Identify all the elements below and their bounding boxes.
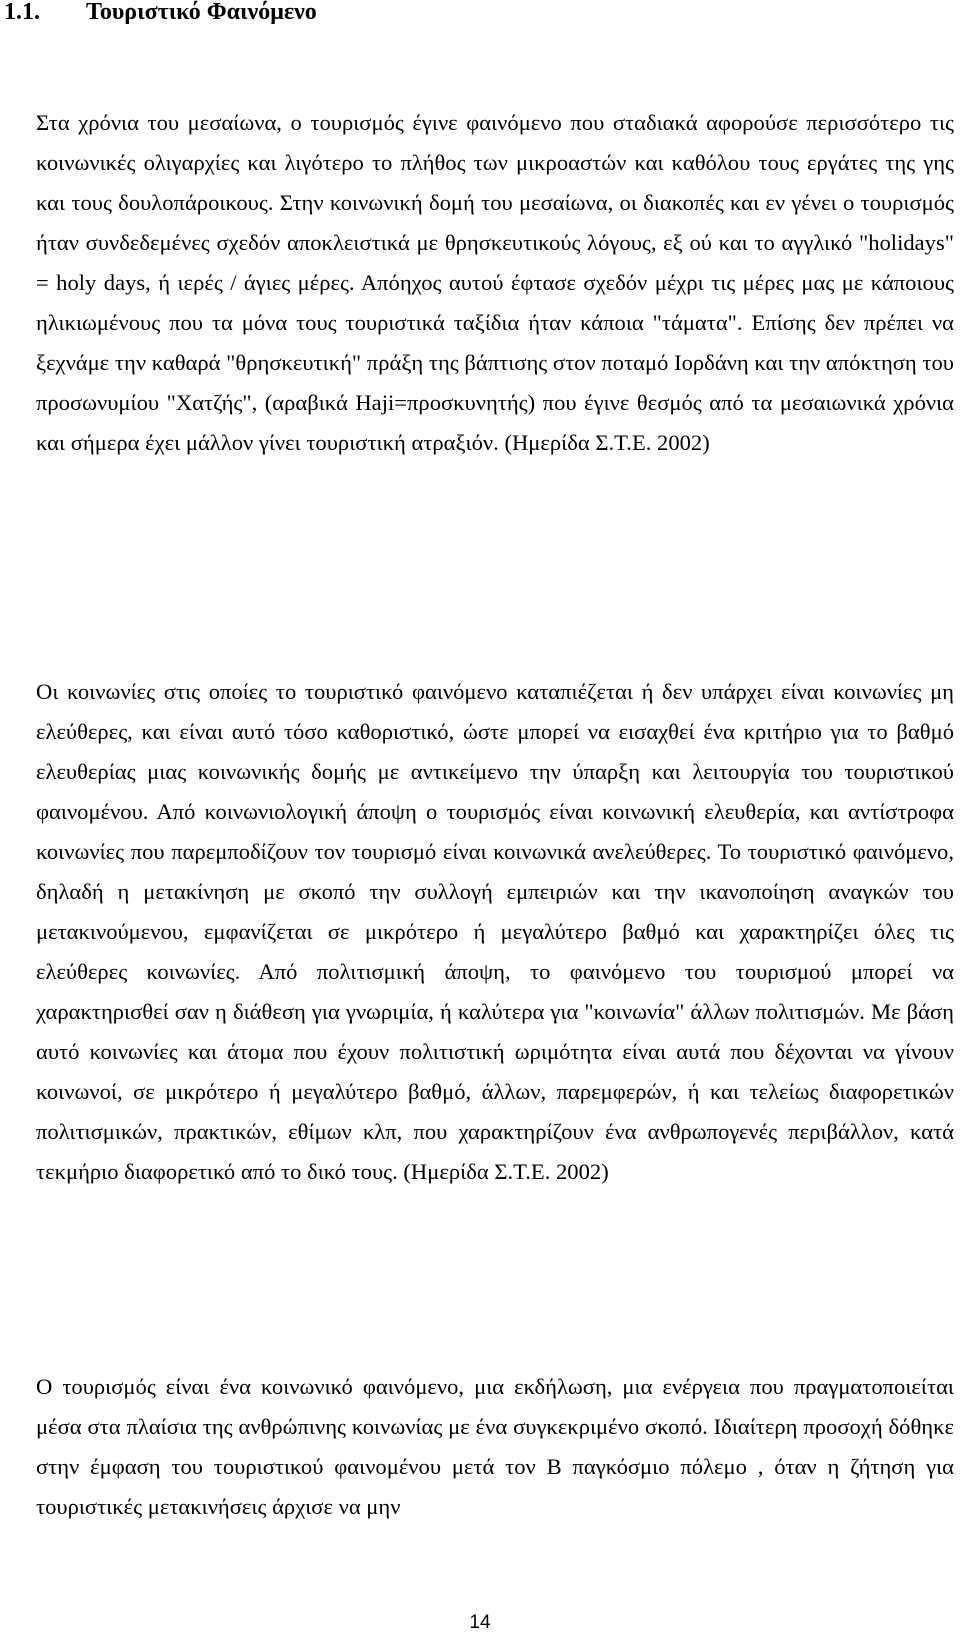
paragraph-medieval-tourism: Στα χρόνια του μεσαίωνα, ο τουρισμός έγινε φαινόμενο που σταδιακά αφορούσε περισσότερο τις κοινωνικές ολιγαρχίες και λιγότερο το πλήθος των μικροαστών και καθόλου τους εργάτες της γης και τους δουλοπάροικους. Στην κοινωνική δομή του μεσαίωνα, οι διακοπές και εν γένει ο τουρισμός ήταν συνδεδεμένες σχεδόν αποκλειστικά με θρησκευτικούς λόγους, εξ ού και το αγγλικό "holidays" = holy days, ή ιερές / άγιες μέρες. Απόηχος αυτού έφτασε σχεδόν μέχρι τις μέρες μας με κάποιους ηλικιωμένους που τα μόνα τους τουριστικά ταξίδια ήταν κάποια "τάματα". Επίσης δεν πρέπει να ξεχνάμε την καθαρά "θρησκευτική" πράξη της βάπτισης στον ποταμό Ιορδάνη και την απόκτηση του προσωνυμίου "Χατζής", (αραβικά Haji=προσκυνητής) που έγινε θεσμός από τα μεσαιωνικά χρόνια και σήμερα έχει μάλλον γίνει τουριστική ατραξιόν. (Ημερίδα Σ.Τ.Ε. 2002) <box>36 110 954 455</box>
section-heading <box>4 0 317 26</box>
paragraph-tourism-freedom: Οι κοινωνίες στις οποίες το τουριστικό φαινόμενο καταπιέζεται ή δεν υπάρχει είναι κοινωνίες μη ελεύθερες, και είναι αυτό τόσο καθοριστικό, ώστε μπορεί να εισαχθεί ένα κριτήριο για το βαθμό ελευθερίας μιας κοινωνικής δομής με αντικείμενο την ύπαρξη και λειτουργία του τουριστικού φαινομένου. Από κοινωνιολογική άποψη ο τουρισμός είναι κοινωνική ελευθερία, και αντίστροφα κοινωνίες που παρεμποδίζουν τον τουρισμό είναι κοινωνικά ανελεύθερες. Το τουριστικό φαινόμενο, δηλαδή η μετακίνηση με σκοπό την συλλογή εμπειριών και την ικανοποίηση αναγκών του μετακινούμενου, εμφανίζεται σε μικρότερο ή μεγαλύτερο βαθμό και χαρακτηρίζει όλες τις ελεύθερες κοινωνίες. Από πολιτισμική άποψη, το φαινόμενο του τουρισμού μπορεί να χαρακτηρισθεί σαν η διάθεση για γνωριμία, ή καλύτερα για "κοινωνία" άλλων πολιτισμών. Με βάση αυτό κοινωνίες και άτομα που έχουν πολιτιστική ωριμότητα είναι αυτά που δέχονται να γίνουν κοινωνοί, σε μικρότερο ή μεγαλύτερο βαθμό, άλλων, παρεμφερών, ή και τελείως διαφορετικών πολιτισμικών, πρακτικών, εθίμων κλπ, που χαρακτηρίζουν ένα ανθρωπογενές περιβάλλον, κατά τεκμήριο διαφορετικό από το δικό τους. (Ημερίδα Σ.Τ.Ε. 2002) <box>36 679 954 1184</box>
section-number: 1.1. <box>4 0 40 25</box>
page-number: 14 <box>469 1612 491 1633</box>
section-title: Τουριστικό Φαινόμενο <box>86 0 317 25</box>
paragraph-social-phenomenon: Ο τουρισμός είναι ένα κοινωνικό φαινόμενο, μια εκδήλωση, μια ενέργεια που πραγματοποιείται μέσα στα πλαίσια της ανθρώπινης κοινωνίας με ένα συγκεκριμένο σκοπό. Ιδιαίτερη προσοχή δόθηκε στην έμφαση του τουριστικού φαινομένου μετά τον Β παγκόσμιο πόλεμο , όταν η ζήτηση για τουριστικές μετακινήσεις άρχισε να μην <box>36 1374 954 1519</box>
